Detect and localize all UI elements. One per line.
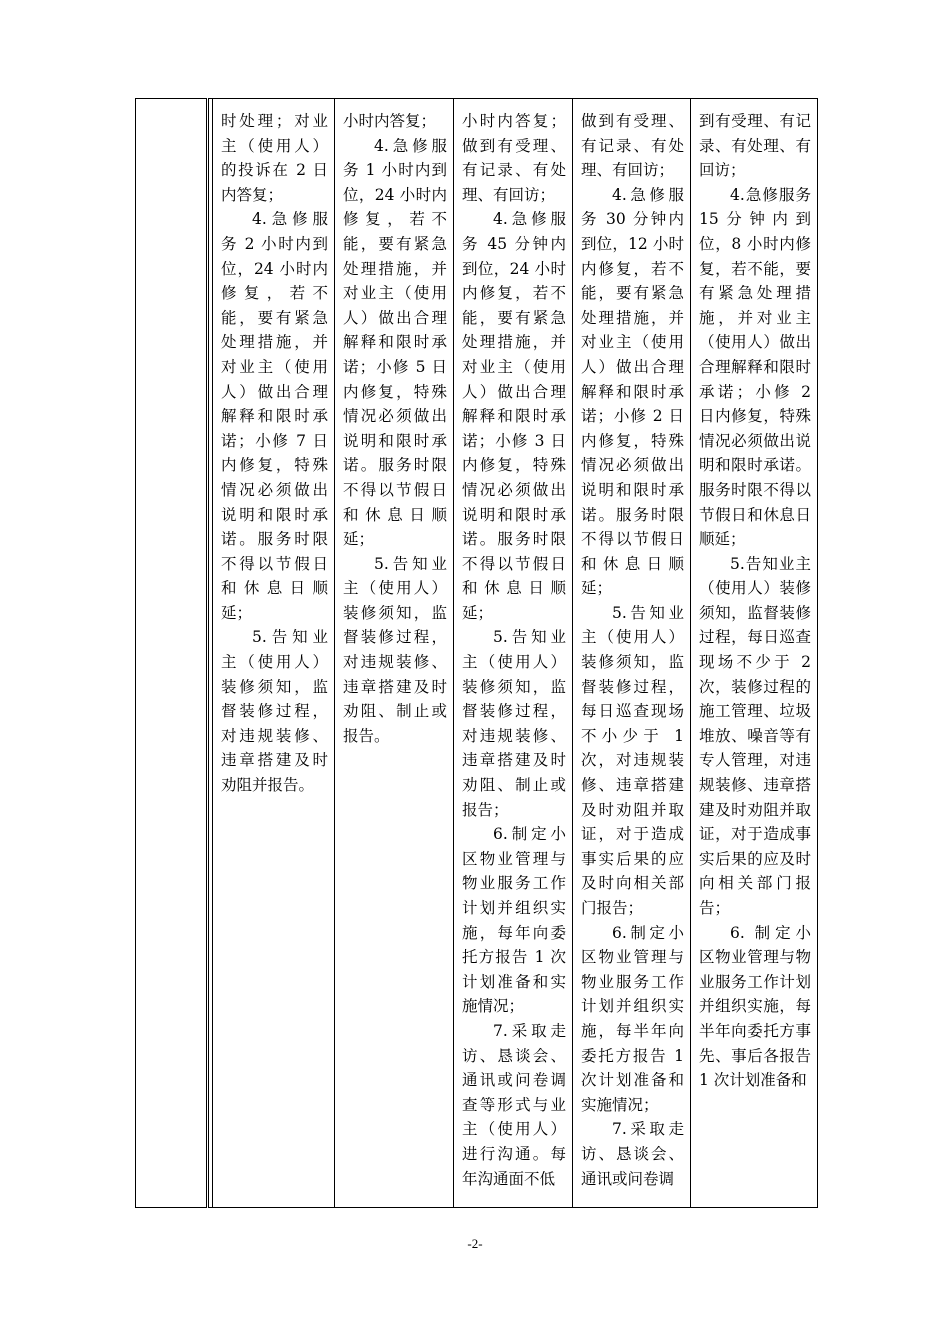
cell-paragraph: 6. 制定小区物业管理与物业服务工作计划并组织实施，每半年向委托方事先、事后各报告 1 次计划准备和 [699,923,816,1090]
cell-paragraph: 5.告知业主（使用人）装修须知，监督装修过程，每日巡查现场不少于 2 次，装修过程的施工管理、垃圾堆放、噪音等有专人管理，对违规装修、违章搭建及时劝阻并取证，对于造成事实后果的应及时向相关部门报告； [699,554,816,917]
cell-paragraph: 6.制定小区物业管理与物业服务工作计划并组织实施，每半年向委托方报告 1 次计划准备和实施情况； [581,923,689,1114]
table-cell-col-3 [454,99,573,1208]
page-number: -2- [467,1236,483,1251]
service-standards-table [135,98,818,1208]
cell-paragraph: 小时内答复；做到有受理、有记录、有处理、有回访； [462,112,566,204]
table-cell-col-1 [213,99,335,1208]
cell-paragraph: 4.急修服务15分钟内到位，8 小时内修复，若不能，要有紧急处理措施，并对业主（使用人）做出合理解释和限时承诺；小修 2 日内修复，特殊情况必须做出说明和限时承诺。服务时限不得以节假日和休息日顺延； [699,185,816,549]
cell-paragraph: 时处理；对业主（使用人）的投诉在 2 日内答复； [221,112,328,204]
table-cell-col-4 [573,99,691,1208]
table-cell-col-2 [335,99,454,1208]
cell-paragraph: 7.采取走访、恳谈会、通讯或问卷调 [581,1120,684,1188]
cell-paragraph: 4.急修服务 2 小时内到位，24 小时内修复，若不能，要有紧急处理措施，并对业主（使用人）做出合理解释和限时承诺；小修 7 日内修复，特殊情况必须做出说明和限时承诺。服务时限不得以节假日和休息日顺延； [221,210,328,622]
table-cell-label-column [136,99,208,1208]
cell-paragraph: 5.告知业主（使用人）装修须知，监督装修过程，对违规装修、违章搭建及时劝阻、制止或报告； [462,628,566,819]
table-cell-col-5 [691,99,818,1208]
cell-paragraph: 4.急修服务 45 分钟内到位，24 小时内修复，若不能，要有紧急处理措施，并对业主（使用人）做出合理解释和限时承诺；小修 3 日内修复，特殊情况必须做出说明和限时承诺。服务时限不得以节假日和休息日顺延； [462,210,566,622]
table-row [136,99,818,1208]
cell-paragraph: 4.急修服务 1 小时内到位，24 小时内修复，若不能，要有紧急处理措施，并对业主（使用人）做出合理解释和限时承诺；小修 5 日内修复，特殊情况必须做出说明和限时承诺。服务时限不得以节假日和休息日顺延； [343,136,447,549]
cell-paragraph: 做到有受理、有记录、有处理、有回访； [581,112,684,180]
cell-paragraph: 4.急修服务 30 分钟内到位，12 小时内修复，若不能，要有紧急处理措施，并对业主（使用人）做出合理解释和限时承诺；小修 2 日内修复，特殊情况必须做出说明和限时承诺。服务时限不得以节假日和休息日顺延； [581,185,684,598]
cell-paragraph: 5.告知业主（使用人）装修须知，监督装修过程，每日巡查现场不小少于 1 次，对违规装修、违章搭建及时劝阻并取证，对于造成事实后果的应及时向相关部门报告； [581,603,689,917]
cell-paragraph: 5.告知业主（使用人）装修须知，监督装修过程，对违规装修、违章搭建及时劝阻并报告。 [221,628,328,795]
cell-paragraph: 5.告知业主（使用人）装修须知，监督装修过程，对违规装修、违章搭建及时劝阻、制止或报告。 [343,554,447,745]
cell-paragraph: 7.采取走访、恳谈会、通讯或问卷调查等形式与业主（使用人）进行沟通。每年沟通面不低 [462,1021,566,1188]
cell-paragraph: 小时内答复； [343,112,437,130]
cell-paragraph: 到有受理、有记录、有处理、有回访； [699,112,811,180]
cell-paragraph: 6.制定小区物业管理与物业服务工作计划并组织实施，每年向委托方报告 1 次计划准备和实施情况； [462,825,566,1016]
